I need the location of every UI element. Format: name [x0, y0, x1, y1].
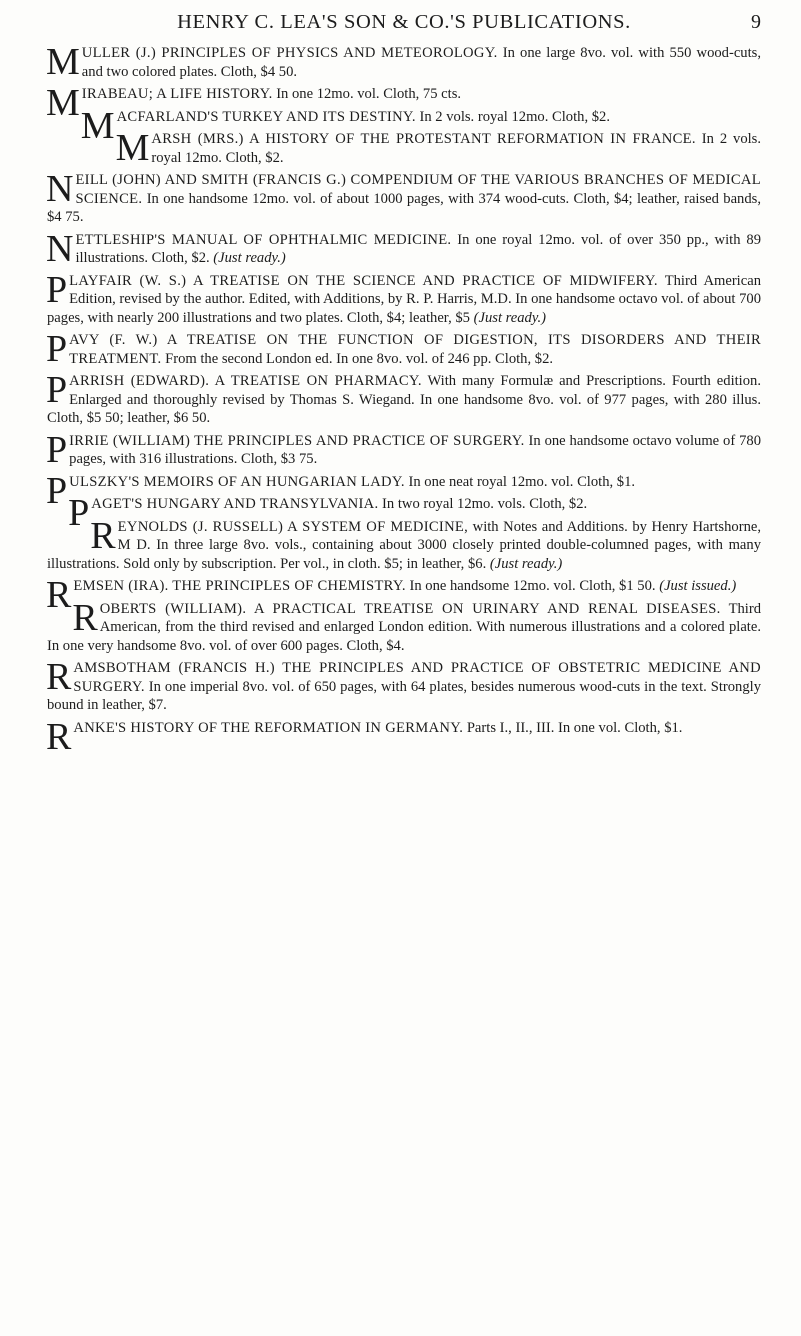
catalog-entry — [47, 596, 761, 656]
entry-description: In one handsome 12mo. vol. of about 1000 pages, with 374 wood-cuts. Cloth, $4; leather, raised bands, $4 75. — [47, 190, 761, 225]
entry-note: (Just ready.) — [213, 250, 286, 266]
catalog-entry — [46, 715, 761, 758]
entry-description: In 2 vols. royal 12mo. Cloth, $2. — [151, 131, 761, 166]
entry-initial: R — [46, 574, 72, 616]
entry-initial: R — [72, 596, 98, 639]
catalog-entry — [46, 328, 761, 370]
entry-description: In 2 vols. royal 12mo. Cloth, $2. — [419, 108, 610, 125]
catalog-entries — [46, 41, 761, 758]
entry-description: with Notes and Additions. by Henry Hartshorne, M D. In three large 8vo. vols., containing about 3000 closely printed double-columned pages, with many illustrations. Sold only by subscription. Per vol., in cloth. $5; in leather, $6. — [47, 518, 761, 572]
entry-title: ULSZKY'S MEMOIRS OF AN HUNGARIAN LADY. — [69, 473, 405, 490]
entry-initial: P — [46, 328, 68, 370]
entry-note: (Just ready.) — [473, 309, 547, 326]
entry-title: EYNOLDS (J. RUSSELL) A SYSTEM OF MEDICINE, — [117, 518, 469, 535]
entry-initial: P — [46, 469, 68, 512]
page-number: 9 — [751, 11, 761, 33]
catalog-entry — [46, 428, 761, 471]
entry-title: ACFARLAND'S TURKEY AND ITS DESTINY. — [116, 108, 416, 125]
entry-description: In one royal 12mo. vol. of over 350 pp., with 89 illustrations. Cloth, $2. — [75, 231, 761, 266]
entry-initial: P — [68, 492, 90, 534]
entry-initial: R — [46, 715, 72, 758]
entry-description: In one imperial 8vo. vol. of 650 pages, with 64 plates, besides numerous wood-cuts in the text. Strongly bound in leather, $7. — [47, 678, 761, 713]
entry-description: From the second London ed. In one 8vo. vol. of 246 pp. Cloth, $2. — [165, 350, 554, 367]
entry-title: ANKE'S HISTORY OF THE REFORMATION IN GERMANY. — [73, 719, 464, 736]
entry-initial: M — [80, 104, 115, 147]
entry-initial: R — [46, 656, 72, 698]
entry-description: In one neat royal 12mo. vol. Cloth, $1. — [408, 473, 636, 490]
entry-title: EMSEN (IRA). THE PRINCIPLES OF CHEMISTRY. — [73, 578, 406, 594]
entry-title: ETTLESHIP'S MANUAL OF OPHTHALMIC MEDICINE. — [75, 231, 452, 248]
entry-title: AVY (F. W.) A TREATISE ON THE FUNCTION OF DIGESTION, ITS DISORDERS AND THEIR TREATMENT. — [69, 332, 761, 367]
entry-title: ULLER (J.) PRINCIPLES OF PHYSICS AND METEOROLOGY. — [81, 45, 498, 61]
entry-description: In one 12mo. vol. Cloth, 75 cts. — [276, 86, 462, 102]
entry-note: (Just issued.) — [659, 578, 737, 594]
catalog-entry — [47, 127, 761, 169]
entry-description: Parts I., II., III. In one vol. Cloth, $1. — [466, 719, 683, 736]
entry-title: AGET'S HUNGARY AND TRANSYLVANIA. — [91, 496, 379, 512]
entry-initial: N — [46, 227, 74, 270]
entry-initial: N — [46, 168, 74, 210]
entry-initial: P — [46, 268, 68, 311]
entry-description: Third American, from the third revised and enlarged London edition. With numerous illustrations and a colored plate. In one very handsome 8vo. vol. of over 600 pages. Cloth, $4. — [47, 600, 761, 654]
entry-description: In one handsome 12mo. vol. Cloth, $1 50. — [409, 578, 656, 594]
entry-description: In one handsome octavo volume of 780 pages, with 316 illustrations. Cloth, $3 75. — [69, 432, 761, 467]
catalog-entry — [46, 41, 761, 83]
entry-description: Third American Edition, revised by the author. Edited, with Additions, by R. P. Harris, M.D. In one handsome octavo vol. of about 700 pages, with nearly 200 illustrations and two plates. Cloth, $4; leather, $5 — [47, 272, 761, 326]
entry-initial: M — [46, 82, 80, 124]
catalog-entry — [47, 514, 761, 574]
page-header — [47, 6, 761, 44]
catalog-entry — [46, 227, 761, 270]
entry-title: IRRIE (WILLIAM) THE PRINCIPLES AND PRACTICE OF SURGERY. — [69, 432, 525, 449]
entry-note: (Just ready.) — [489, 555, 563, 572]
entry-title: IRABEAU; A LIFE HISTORY. — [81, 86, 273, 102]
catalog-entry — [46, 268, 761, 328]
entry-title: ARRISH (EDWARD). A TREATISE ON PHARMACY. — [69, 373, 422, 389]
entry-description: With many Formulæ and Prescriptions. Fourth edition. Enlarged and thoroughly revised by Thomas S. Wiegand. In one handsome 8vo. vol. of 977 pages, with 280 illus. Cloth, $5 50; leather, $6 50. — [47, 373, 761, 426]
catalog-entry — [46, 656, 761, 715]
entry-description: In one large 8vo. vol. with 550 wood-cuts, and two colored plates. Cloth, $4 50. — [81, 45, 761, 80]
entry-title: EILL (JOHN) AND SMITH (FRANCIS G.) COMPENDIUM OF THE VARIOUS BRANCHES OF MEDICAL SCIENCE. — [75, 172, 761, 207]
entry-initial: R — [90, 514, 116, 557]
catalog-entry — [46, 168, 761, 227]
entry-initial: M — [46, 41, 80, 83]
catalog-entry — [46, 369, 761, 428]
entry-title: LAYFAIR (W. S.) A TREATISE ON THE SCIENCE AND PRACTICE OF MIDWIFERY. — [69, 272, 658, 289]
entry-initial: P — [46, 428, 68, 471]
entry-title: OBERTS (WILLIAM). A PRACTICAL TREATISE ON URINARY AND RENAL DISEASES. — [99, 600, 721, 617]
entry-initial: M — [115, 127, 150, 169]
running-title: HENRY C. LEA'S SON & CO.'S PUBLICATIONS. — [177, 11, 631, 33]
entry-title: AMSBOTHAM (FRANCIS H.) THE PRINCIPLES AND PRACTICE OF OBSTETRIC MEDICINE AND SURGERY. — [73, 660, 761, 695]
entry-description: In two royal 12mo. vols. Cloth, $2. — [382, 496, 588, 512]
entry-title: ARSH (MRS.) A HISTORY OF THE PROTESTANT REFORMATION IN FRANCE. — [151, 131, 696, 147]
entry-initial: P — [46, 369, 68, 411]
